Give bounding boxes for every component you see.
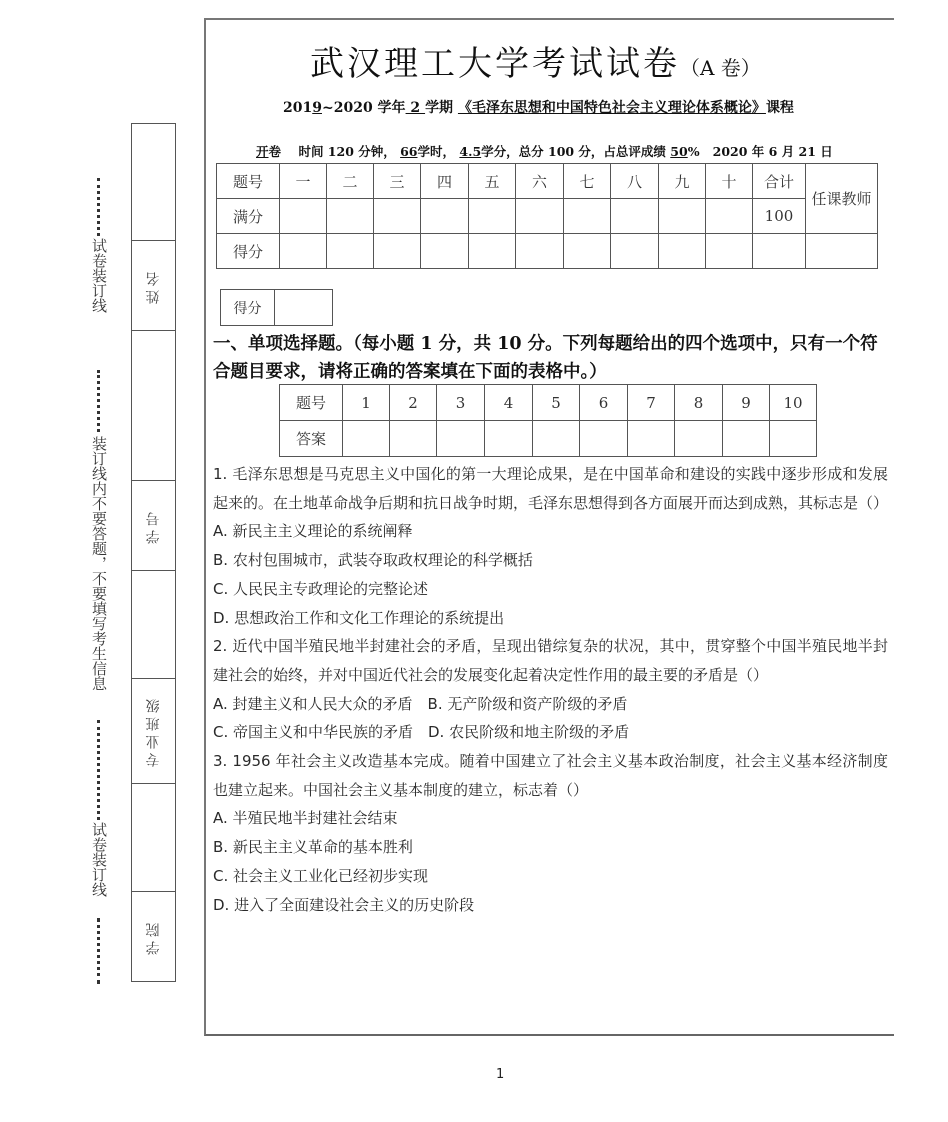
option-c: C. 社会主义工业化已经初步实现	[213, 866, 429, 885]
column-header: 合计	[753, 164, 806, 199]
question-number: 1	[343, 385, 390, 421]
course-line	[283, 97, 794, 117]
column-header: 二	[327, 164, 374, 199]
question-list	[213, 460, 888, 919]
full-mark-cell	[421, 199, 469, 234]
answer-table	[279, 384, 817, 457]
answer-cell[interactable]	[628, 421, 675, 457]
exam-title-text: 武汉理工大学考试试卷	[310, 44, 680, 84]
year-suffix: ~2020 学年	[321, 100, 406, 116]
term-label: 学期	[425, 100, 454, 116]
answer-cell[interactable]	[437, 421, 485, 457]
column-header: 六	[516, 164, 564, 199]
score-cell[interactable]	[374, 234, 421, 269]
binding-dotted-line	[97, 178, 101, 236]
credits: 4.5	[459, 144, 482, 159]
answer-cell[interactable]	[580, 421, 628, 457]
binding-dotted-line	[97, 918, 101, 984]
section-score-box	[220, 289, 333, 326]
page-number: 1	[496, 1067, 505, 1082]
full-mark-cell	[327, 199, 374, 234]
row-label: 答案	[280, 421, 343, 457]
study-hours-label: 学时，	[417, 144, 456, 159]
score-cell[interactable]	[469, 234, 516, 269]
column-header: 九	[659, 164, 706, 199]
section-heading: 一、单项选择题。（每小题 1 分，共 10 分。下列每题给出的四个选项中，只有一个符合题目要求，请将正确的答案填在下面的表格中。）	[213, 334, 878, 382]
question-number: 2	[390, 385, 437, 421]
option-b: B. 农村包围城市，武装夺取政权理论的科学概括	[213, 551, 533, 570]
question-stem: 1. 毛泽东思想是马克思主义中国化的第一大理论成果，是在中国革命和建设的实践中逐步形成和发展起来的。在土地革命战争后期和抗日战争时期，毛泽东思想得到各方面展开而达到成熟，其标志是（）	[213, 465, 889, 512]
column-header: 十	[706, 164, 753, 199]
question-1	[213, 460, 888, 632]
class-input-cell[interactable]	[132, 571, 175, 679]
answer-cell[interactable]	[533, 421, 580, 457]
exam-version: （A 卷）	[680, 56, 761, 80]
exam-type-suffix: 卷	[268, 144, 282, 159]
college-label: 学院	[145, 919, 162, 955]
score-cell[interactable]	[280, 234, 327, 269]
option-b: B. 新民主主义革命的基本胜利	[213, 838, 413, 857]
exam-type: 开	[256, 144, 269, 159]
question-3	[213, 747, 888, 919]
course-suffix: 课程	[765, 100, 794, 116]
name-label: 姓名	[145, 268, 162, 304]
answer-cell[interactable]	[770, 421, 817, 457]
question-number: 3	[437, 385, 485, 421]
table-row	[217, 234, 878, 269]
course-name: 《毛泽东思想和中国特色社会主义理论体系概论》	[457, 100, 766, 116]
section-score-label: 得分	[221, 290, 275, 326]
table-row	[221, 290, 333, 326]
question-number: 8	[675, 385, 723, 421]
section-score-cell[interactable]	[275, 290, 333, 326]
answer-cell[interactable]	[675, 421, 723, 457]
score-cell[interactable]	[421, 234, 469, 269]
option-d: D. 思想政治工作和文化工作理论的系统提出	[213, 608, 505, 627]
score-summary-table	[216, 163, 878, 269]
question-stem: 3. 1956 年社会主义改造基本完成。随着中国建立了社会主义基本政治制度，社会主义基本经济制度也建立起来。中国社会主义基本制度的建立，标志着（）	[213, 752, 888, 799]
teacher-label: 任课教师	[806, 164, 878, 234]
question-number: 10	[770, 385, 817, 421]
exam-date: 2020 年 6 月 21 日	[712, 144, 833, 159]
name-input-cell[interactable]	[132, 124, 175, 241]
question-number: 9	[723, 385, 770, 421]
full-mark-cell	[706, 199, 753, 234]
binding-label-top: 试卷装订线	[90, 238, 108, 313]
options-cd: C. 帝国主义和中华民族的矛盾 D. 农民阶级和地主阶级的矛盾	[213, 723, 630, 742]
full-mark-cell	[469, 199, 516, 234]
score-cell[interactable]	[706, 234, 753, 269]
study-hours: 66	[400, 144, 418, 159]
full-mark-cell	[374, 199, 421, 234]
table-row	[280, 385, 817, 421]
student-id-label: 学号	[145, 508, 162, 544]
option-d: D. 进入了全面建设社会主义的历史阶段	[213, 895, 475, 914]
full-mark-cell	[280, 199, 327, 234]
score-cell[interactable]	[516, 234, 564, 269]
score-cell[interactable]	[611, 234, 659, 269]
grade-weight-label: %	[687, 144, 700, 159]
binding-dotted-line	[97, 720, 101, 820]
binding-dotted-line	[97, 370, 101, 432]
total-full-mark: 100	[753, 199, 806, 234]
column-header: 七	[564, 164, 611, 199]
answer-cell[interactable]	[723, 421, 770, 457]
binding-label-bottom: 试卷装订线	[90, 822, 108, 897]
question-number: 6	[580, 385, 628, 421]
row-label: 题号	[217, 164, 280, 199]
full-mark-cell	[659, 199, 706, 234]
exam-title	[310, 36, 761, 85]
option-a: A. 半殖民地半封建社会结束	[213, 809, 398, 828]
column-header: 一	[280, 164, 327, 199]
student-id-input-cell[interactable]	[132, 331, 175, 481]
row-label: 满分	[217, 199, 280, 234]
table-row	[280, 421, 817, 457]
total-score-cell[interactable]	[753, 234, 806, 269]
grade-weight: 50	[670, 144, 688, 159]
score-cell[interactable]	[564, 234, 611, 269]
option-c: C. 人民民主专政理论的完整论述	[213, 579, 429, 598]
options-ab: A. 封建主义和人民大众的矛盾 B. 无产阶级和资产阶级的矛盾	[213, 694, 628, 713]
column-header: 四	[421, 164, 469, 199]
row-label: 题号	[280, 385, 343, 421]
answer-cell[interactable]	[485, 421, 533, 457]
question-stem: 2. 近代中国半殖民地半封建社会的矛盾，呈现出错综复杂的状况，其中，贯穿整个中国半殖民地半封建社会的始终，并对中国近代社会的发展变化起着决定性作用的最主要的矛盾是（）	[213, 637, 888, 684]
question-number: 5	[533, 385, 580, 421]
row-label: 得分	[217, 234, 280, 269]
table-row	[217, 199, 878, 234]
term: 2	[405, 100, 426, 116]
score-cell[interactable]	[659, 234, 706, 269]
exam-time: 时间 120 分钟，	[298, 144, 396, 159]
full-mark-cell	[516, 199, 564, 234]
question-2	[213, 632, 888, 747]
full-mark-cell	[564, 199, 611, 234]
binding-warning-label: 装订线内不要答题，不要填写考生信息	[90, 436, 108, 691]
year-digit: 9	[312, 100, 322, 116]
option-a: A. 新民主主义理论的系统阐释	[213, 522, 413, 541]
college-input-cell[interactable]	[132, 784, 175, 892]
year-prefix: 201	[283, 100, 313, 116]
column-header: 八	[611, 164, 659, 199]
question-number: 7	[628, 385, 675, 421]
answer-cell[interactable]	[343, 421, 390, 457]
answer-cell[interactable]	[390, 421, 437, 457]
question-number: 4	[485, 385, 533, 421]
class-label: 专业班级	[145, 695, 162, 768]
column-header: 三	[374, 164, 421, 199]
credits-label: 学分，总分 100 分，占总评成绩	[481, 144, 666, 159]
table-row	[217, 164, 878, 199]
full-mark-cell	[611, 199, 659, 234]
student-info-box	[131, 123, 176, 982]
teacher-signature-cell[interactable]	[806, 234, 878, 269]
score-cell[interactable]	[327, 234, 374, 269]
column-header: 五	[469, 164, 516, 199]
exam-meta-line	[256, 142, 833, 160]
